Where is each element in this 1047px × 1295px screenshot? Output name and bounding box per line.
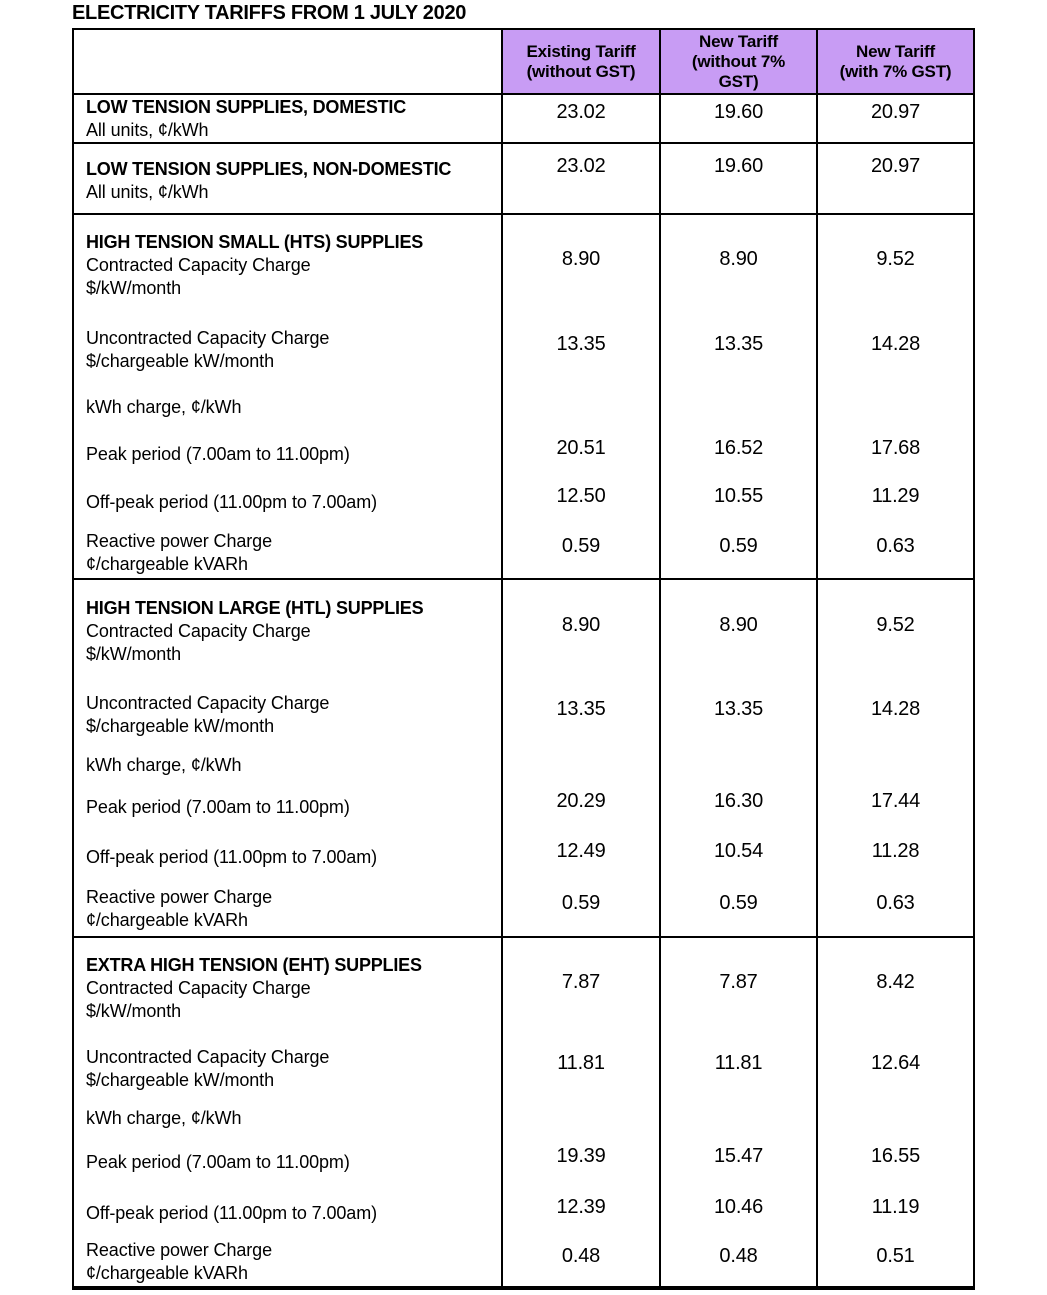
row-label <box>74 315 503 385</box>
cell-new-tariff-without-gst: 19.60 <box>661 144 818 213</box>
section-extra-high-tension <box>74 936 973 1286</box>
table-row <box>74 1136 973 1188</box>
cell-new-tariff-with-gst: 14.28 <box>870 332 921 355</box>
row-sublabel: $/chargeable kW/month <box>86 351 274 371</box>
header-line: (without GST) <box>526 61 636 81</box>
row-sublabel: kWh charge, ¢/kWh <box>86 1107 242 1128</box>
row-heading: HIGH TENSION LARGE (HTL) SUPPLIES <box>86 597 424 618</box>
cell-new-tariff-with-gst <box>818 385 973 430</box>
cell-existing-tariff: 12.50 <box>503 478 661 527</box>
row-sublabel: Off-peak period (11.00pm to 7.00am) <box>86 1202 377 1223</box>
cell-new-tariff-with-gst: 11.29 <box>871 485 920 507</box>
cell-new-tariff-with-gst: 11.19 <box>871 1195 920 1218</box>
header-line: GST) <box>718 71 759 91</box>
cell-new-tariff-without-gst <box>661 748 818 782</box>
table-row <box>74 144 973 213</box>
cell-existing-tariff: 11.81 <box>503 1038 661 1100</box>
row-sublabel: Contracted Capacity Charge <box>86 254 311 275</box>
cell-new-tariff-without-gst: 8.90 <box>661 215 818 315</box>
cell-existing-tariff <box>503 748 661 782</box>
cell-new-tariff-with-gst: 20.97 <box>870 101 921 123</box>
cell-new-tariff-with-gst: 14.28 <box>870 697 921 720</box>
cell-new-tariff-with-gst: 11.28 <box>871 839 920 862</box>
row-label <box>74 1100 503 1136</box>
row-label <box>74 430 503 478</box>
row-label <box>74 1136 503 1188</box>
section-low-tension-non-domestic <box>74 142 973 213</box>
table-row <box>74 882 973 936</box>
header-line: New Tariff <box>699 31 778 51</box>
header-line: New Tariff <box>856 41 935 61</box>
cell-existing-tariff: 8.90 <box>503 580 661 682</box>
row-label <box>74 385 503 430</box>
cell-new-tariff-without-gst: 10.46 <box>661 1188 818 1238</box>
page-title: ELECTRICITY TARIFFS FROM 1 JULY 2020 <box>72 2 467 24</box>
row-sublabel: kWh charge, ¢/kWh <box>86 397 242 417</box>
table-row <box>74 315 973 385</box>
cell-existing-tariff: 12.39 <box>503 1188 661 1238</box>
cell-new-tariff-without-gst: 15.47 <box>661 1136 818 1188</box>
cell-existing-tariff: 20.51 <box>503 430 661 478</box>
table-row <box>74 748 973 782</box>
cell-new-tariff-with-gst: 0.63 <box>876 891 915 914</box>
cell-existing-tariff <box>503 1100 661 1136</box>
row-sublabel: Contracted Capacity Charge <box>86 620 311 641</box>
cell-new-tariff-with-gst: 12.64 <box>870 1051 921 1074</box>
row-heading: EXTRA HIGH TENSION (EHT) SUPPLIES <box>86 954 422 975</box>
cell-new-tariff-with-gst <box>818 748 973 782</box>
row-sublabel: Uncontracted Capacity Charge <box>86 1047 330 1067</box>
cell-new-tariff-without-gst: 19.60 <box>661 95 818 142</box>
cell-existing-tariff: 7.87 <box>503 938 661 1038</box>
row-label <box>74 215 503 315</box>
table-row <box>74 1100 973 1136</box>
row-sublabel: Peak period (7.00am to 11.00pm) <box>86 1151 350 1172</box>
tariff-table <box>72 28 975 1290</box>
table-row <box>74 1188 973 1238</box>
cell-new-tariff-without-gst: 16.30 <box>661 782 818 832</box>
cell-existing-tariff: 20.29 <box>503 782 661 832</box>
cell-existing-tariff: 0.48 <box>503 1238 661 1286</box>
row-sublabel: $/chargeable kW/month <box>86 716 274 736</box>
row-sublabel: ¢/chargeable kVARh <box>86 1263 248 1283</box>
cell-new-tariff-with-gst: 16.55 <box>870 1144 921 1167</box>
cell-new-tariff-without-gst: 0.48 <box>661 1238 818 1286</box>
header-cell-new-tariff-with-gst <box>818 30 973 93</box>
cell-existing-tariff: 0.59 <box>503 882 661 936</box>
row-sublabel: Reactive power Charge <box>86 1240 272 1260</box>
cell-new-tariff-with-gst: 20.97 <box>870 155 921 177</box>
section-high-tension-large <box>74 578 973 936</box>
header-line: Existing Tariff <box>526 41 636 61</box>
row-sublabel: Reactive power Charge <box>86 887 272 907</box>
row-sublabel: All units, ¢/kWh <box>86 119 209 140</box>
table-row <box>74 527 973 578</box>
cell-new-tariff-with-gst: 8.42 <box>876 970 915 993</box>
table-row <box>74 215 973 315</box>
cell-existing-tariff: 12.49 <box>503 832 661 882</box>
row-sublabel: ¢/chargeable kVARh <box>86 553 248 574</box>
row-sublabel: $/kW/month <box>86 277 182 298</box>
row-heading: HIGH TENSION SMALL (HTS) SUPPLIES <box>86 231 424 252</box>
row-label <box>74 580 503 682</box>
row-label <box>74 1238 503 1286</box>
cell-new-tariff-with-gst: 17.68 <box>870 436 921 459</box>
cell-new-tariff-without-gst <box>661 1100 818 1136</box>
table-row <box>74 832 973 882</box>
cell-existing-tariff: 8.90 <box>503 215 661 315</box>
table-row <box>74 1238 973 1286</box>
cell-existing-tariff <box>503 385 661 430</box>
row-label <box>74 1188 503 1238</box>
cell-new-tariff-with-gst: 0.51 <box>876 1244 915 1267</box>
cell-new-tariff-with-gst: 0.63 <box>876 535 915 557</box>
cell-new-tariff-without-gst: 10.55 <box>661 478 818 527</box>
header-cell-new-tariff-without-gst <box>661 30 818 93</box>
cell-new-tariff-without-gst: 7.87 <box>661 938 818 1038</box>
cell-new-tariff-without-gst: 16.52 <box>661 430 818 478</box>
table-row <box>74 478 973 527</box>
section-low-tension-domestic <box>74 93 973 142</box>
cell-new-tariff-without-gst: 0.59 <box>661 882 818 936</box>
table-row <box>74 385 973 430</box>
cell-existing-tariff: 0.59 <box>503 527 661 578</box>
row-label <box>74 527 503 578</box>
row-heading: LOW TENSION SUPPLIES, DOMESTIC <box>86 96 407 117</box>
cell-existing-tariff: 19.39 <box>503 1136 661 1188</box>
row-label <box>74 832 503 882</box>
row-sublabel: Off-peak period (11.00pm to 7.00am) <box>86 846 377 867</box>
row-sublabel: Peak period (7.00am to 11.00pm) <box>86 796 350 817</box>
header-line: (without 7% <box>691 51 786 71</box>
cell-existing-tariff: 13.35 <box>503 315 661 385</box>
row-sublabel: $/kW/month <box>86 643 182 664</box>
cell-new-tariff-without-gst <box>661 385 818 430</box>
cell-new-tariff-with-gst: 17.44 <box>870 789 921 812</box>
row-label <box>74 95 503 142</box>
cell-new-tariff-without-gst: 8.90 <box>661 580 818 682</box>
table-row <box>74 95 973 142</box>
table-row <box>74 580 973 682</box>
row-sublabel: Uncontracted Capacity Charge <box>86 693 330 713</box>
row-sublabel: Reactive power Charge <box>86 530 272 551</box>
table-row <box>74 782 973 832</box>
cell-new-tariff-without-gst: 0.59 <box>661 527 818 578</box>
header-line: (with 7% GST) <box>839 61 952 81</box>
cell-new-tariff-without-gst: 13.35 <box>661 682 818 748</box>
section-high-tension-small <box>74 213 973 578</box>
row-label <box>74 938 503 1038</box>
table-row <box>74 430 973 478</box>
row-label <box>74 782 503 832</box>
cell-new-tariff-with-gst: 9.52 <box>876 613 915 636</box>
row-sublabel: $/chargeable kW/month <box>86 1070 274 1090</box>
table-row <box>74 1038 973 1100</box>
row-sublabel: Off-peak period (11.00pm to 7.00am) <box>86 492 377 512</box>
cell-new-tariff-with-gst: 9.52 <box>876 247 915 270</box>
row-heading: LOW TENSION SUPPLIES, NON-DOMESTIC <box>86 159 452 179</box>
table-row <box>74 938 973 1038</box>
cell-new-tariff-without-gst: 13.35 <box>661 315 818 385</box>
cell-existing-tariff: 23.02 <box>503 144 661 213</box>
row-sublabel: Contracted Capacity Charge <box>86 977 311 998</box>
cell-new-tariff-without-gst: 11.81 <box>661 1038 818 1100</box>
table-header-row <box>74 30 973 93</box>
header-cell-blank <box>74 30 503 93</box>
row-label <box>74 1038 503 1100</box>
cell-new-tariff-without-gst: 10.54 <box>661 832 818 882</box>
header-cell-existing-tariff <box>503 30 661 93</box>
row-label <box>74 882 503 936</box>
row-sublabel: ¢/chargeable kVARh <box>86 910 248 930</box>
row-sublabel: Peak period (7.00am to 11.00pm) <box>86 443 350 464</box>
cell-new-tariff-with-gst <box>818 1100 973 1136</box>
row-label <box>74 748 503 782</box>
row-sublabel: $/kW/month <box>86 1000 182 1021</box>
row-sublabel: Uncontracted Capacity Charge <box>86 328 330 348</box>
cell-existing-tariff: 13.35 <box>503 682 661 748</box>
cell-existing-tariff: 23.02 <box>503 95 661 142</box>
row-label <box>74 478 503 527</box>
table-row <box>74 682 973 748</box>
row-sublabel: All units, ¢/kWh <box>86 182 209 202</box>
row-sublabel: kWh charge, ¢/kWh <box>86 754 242 775</box>
row-label <box>74 682 503 748</box>
row-label <box>74 144 503 213</box>
